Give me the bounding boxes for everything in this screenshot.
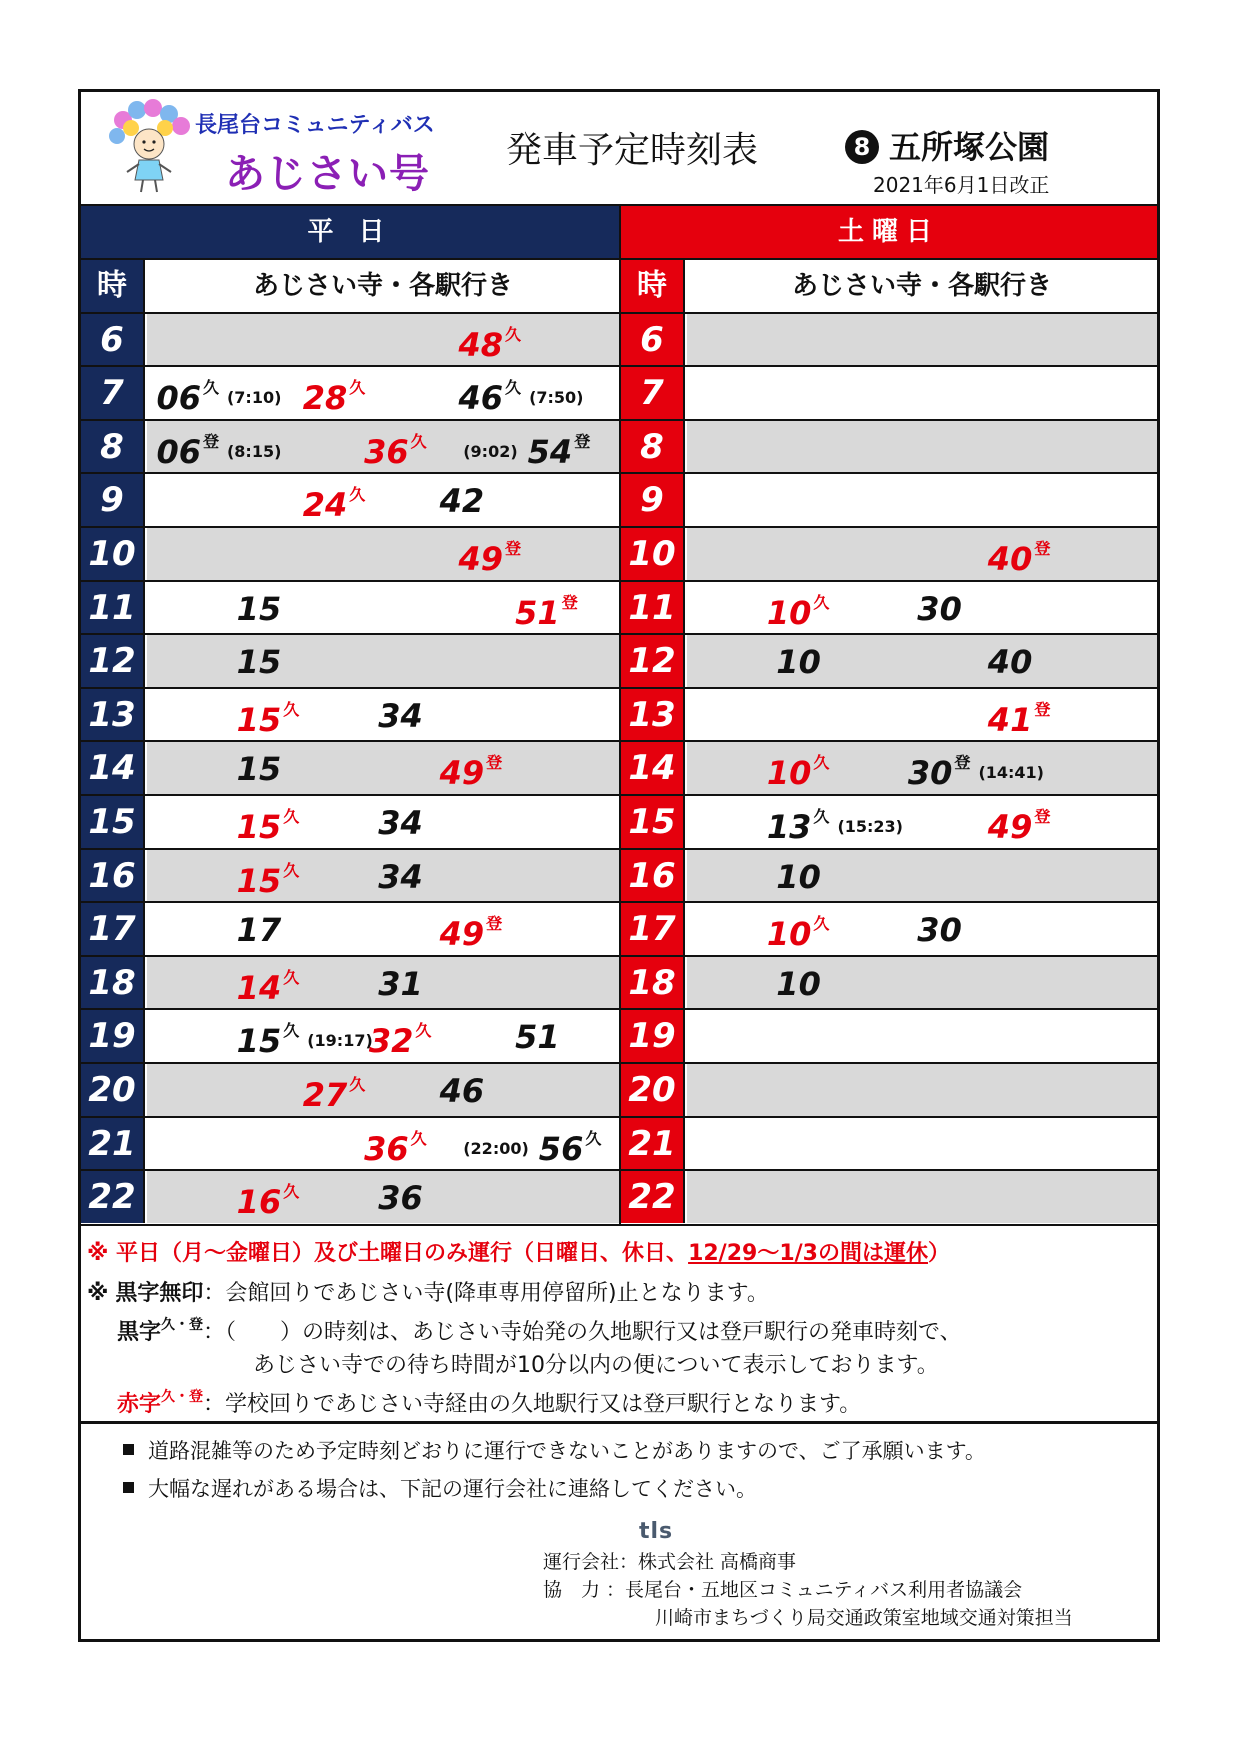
departure-minute: 15 — [236, 1022, 282, 1061]
departure-minute: 51 — [515, 593, 560, 632]
hour-cell: 9 — [621, 474, 685, 526]
departure-cells — [687, 421, 1157, 473]
legend-black-tag-cont: あじさい寺での待ち時間が10分以内の便について表示しております。 — [253, 1353, 939, 1378]
departure-time — [767, 750, 830, 792]
departure-minute: 34 — [378, 803, 423, 842]
hour-row — [621, 848, 1157, 902]
hour-row — [621, 794, 1157, 848]
departure-cells — [147, 367, 619, 419]
hour-row — [621, 1008, 1157, 1062]
departure-time — [237, 858, 300, 900]
hour-row — [81, 848, 619, 902]
departure-minute: 15 — [236, 643, 282, 682]
departure-minute: 42 — [439, 482, 485, 521]
departure-minute: 49 — [987, 807, 1033, 846]
connection-time: (8:15) — [226, 441, 282, 461]
departure-minute: 10 — [776, 964, 821, 1003]
departure-minute: 36 — [378, 1179, 423, 1218]
departure-time — [515, 590, 578, 632]
destination-tag: 久 — [349, 1074, 366, 1094]
departure-minute: 16 — [236, 1183, 282, 1222]
hour-row — [621, 526, 1157, 580]
legend-text: ：会館回りであじさい寺(降車専用停留所)止となります。 — [203, 1281, 769, 1306]
hour-cell: 7 — [621, 367, 685, 419]
destination-tag: 登 — [1034, 538, 1051, 558]
hour-row — [621, 1116, 1157, 1170]
departure-minute: 17 — [236, 911, 282, 950]
hour-row — [81, 1008, 619, 1062]
tag-superscript: 久・登 — [161, 1317, 204, 1333]
destination-tag: 久 — [283, 806, 300, 826]
departure-time — [917, 590, 962, 628]
hour-row — [81, 312, 619, 366]
departure-time — [237, 804, 300, 846]
destination-tag: 登 — [574, 431, 591, 451]
departure-minute: 32 — [368, 1022, 414, 1061]
hour-row — [81, 633, 619, 687]
legend-black-tag — [117, 1314, 962, 1346]
holiday-period: 12/29～1/3の間は運休 — [688, 1241, 928, 1266]
departure-time — [463, 429, 590, 471]
departure-time — [515, 1018, 560, 1056]
departure-time — [378, 697, 423, 735]
header — [81, 92, 1157, 204]
departure-time — [459, 375, 584, 417]
destination-tag: 久 — [349, 378, 366, 398]
departure-cells — [147, 850, 619, 902]
hour-row — [81, 1116, 619, 1170]
departure-time — [988, 643, 1033, 681]
destination-tag: 久 — [505, 378, 522, 398]
hour-row — [621, 1062, 1157, 1116]
legend-text: ：学校回りであじさい寺経由の久地駅行又は登戸駅行となります。 — [203, 1392, 862, 1417]
departure-cells — [147, 635, 619, 687]
bullet-square-icon — [123, 1444, 134, 1455]
departure-minute: 34 — [378, 857, 423, 896]
departure-minute: 10 — [766, 915, 812, 954]
hour-cell: 16 — [621, 850, 685, 902]
legend-label: 赤字 — [117, 1392, 162, 1417]
connection-time: (14:41) — [978, 763, 1044, 783]
destination-tag: 登 — [954, 753, 971, 773]
departure-minute: 15 — [236, 589, 282, 628]
departure-time — [156, 375, 281, 417]
departure-time — [364, 1126, 427, 1168]
departure-time — [767, 911, 830, 953]
saturday-header: 土曜日 — [621, 206, 1157, 258]
departure-minute: 10 — [776, 857, 821, 896]
departure-time — [776, 965, 821, 1003]
destination-tag: 登 — [1034, 699, 1051, 719]
destination-tag: 登 — [486, 914, 503, 934]
departure-minute: 34 — [378, 696, 423, 735]
column-header-row — [621, 258, 1157, 312]
hour-cell: 16 — [81, 850, 145, 902]
departure-time — [303, 375, 366, 417]
departure-cells — [687, 635, 1157, 687]
hour-row — [81, 419, 619, 473]
departure-time — [440, 482, 485, 520]
legend-label: 黒字 — [117, 1320, 162, 1345]
delay-notice — [123, 1435, 986, 1465]
delay-notice-text: 道路混雑等のため予定時刻どおりに運行できないことがありますので、ご了承願います。 — [148, 1439, 986, 1463]
departure-minute: 30 — [917, 589, 962, 628]
departure-time — [378, 965, 423, 1003]
departure-cells — [687, 582, 1157, 634]
departure-minute: 56 — [538, 1129, 584, 1168]
departure-minute: 10 — [766, 754, 812, 793]
hour-row — [621, 312, 1157, 366]
hour-cell: 6 — [81, 314, 145, 366]
connection-time: (15:23) — [837, 816, 903, 836]
departure-minute: 46 — [458, 379, 504, 418]
hour-row — [81, 740, 619, 794]
hour-cell: 17 — [621, 903, 685, 955]
departure-minute: 30 — [907, 754, 953, 793]
departure-minute: 49 — [439, 754, 485, 793]
destination-tag: 久 — [415, 1021, 432, 1041]
timetable — [81, 204, 1157, 1224]
hour-cell: 20 — [621, 1064, 685, 1116]
hour-cell: 19 — [81, 1010, 145, 1062]
hour-row — [81, 794, 619, 848]
departure-time — [776, 858, 821, 896]
hour-row — [621, 1169, 1157, 1223]
connection-time: (9:02) — [463, 441, 518, 461]
departure-cells — [687, 903, 1157, 955]
hour-row — [81, 1062, 619, 1116]
destination-tag: 久 — [585, 1128, 602, 1148]
departure-time — [237, 911, 282, 949]
hour-row — [621, 419, 1157, 473]
cooperation-credit: 協 力 ：長尾台・五地区コミュニティバス利用者協議会 — [543, 1579, 1023, 1601]
departure-cells — [687, 474, 1157, 526]
connection-time: (19:17) — [307, 1031, 373, 1051]
contact-notice — [123, 1473, 757, 1503]
departure-cells — [147, 742, 619, 794]
departure-cells — [147, 903, 619, 955]
departure-cells — [687, 742, 1157, 794]
hour-row — [621, 633, 1157, 687]
weekday-timetable — [81, 206, 619, 1224]
note-mark: ※ — [87, 1281, 109, 1306]
hour-row — [81, 580, 619, 634]
legend-black-plain — [87, 1276, 769, 1307]
departure-cells — [687, 1010, 1157, 1062]
hour-row — [621, 580, 1157, 634]
departure-time — [369, 1018, 432, 1060]
notes — [81, 1224, 1157, 1424]
departure-cells — [147, 528, 619, 580]
departure-time — [440, 750, 503, 792]
destination-tag: 久 — [283, 860, 300, 880]
departure-time — [917, 911, 962, 949]
destination-tag: 登 — [505, 538, 522, 558]
hour-cell: 10 — [621, 528, 685, 580]
column-header-row — [81, 258, 619, 312]
departure-minute: 15 — [236, 807, 282, 846]
connection-time: (22:00) — [463, 1138, 529, 1158]
destination-tag: 久 — [283, 1021, 300, 1041]
hour-cell: 13 — [81, 689, 145, 741]
departure-time — [156, 429, 281, 471]
hour-row — [81, 472, 619, 526]
departure-cells — [147, 1010, 619, 1062]
destination-tag: 久 — [505, 324, 522, 344]
saturday-timetable — [619, 206, 1157, 1224]
destination-tag: 久 — [349, 485, 366, 505]
destination-header: あじさい寺・各駅行き — [687, 260, 1157, 312]
departure-minute: 49 — [439, 915, 485, 954]
departure-time — [767, 590, 830, 632]
departure-time — [459, 322, 522, 364]
bus-nickname: あじさい号 — [225, 151, 430, 197]
departure-time — [988, 804, 1051, 846]
destination-tag: 久 — [813, 592, 830, 612]
destination-tag: 久 — [813, 914, 830, 934]
destination-tag: 久 — [283, 1182, 300, 1202]
departure-minute: 28 — [302, 379, 348, 418]
departure-time — [303, 482, 366, 524]
departure-time — [988, 536, 1051, 578]
departure-cells — [147, 957, 619, 1009]
destination-tag: 登 — [561, 592, 578, 612]
departure-minute: 36 — [364, 1129, 409, 1168]
departure-time — [303, 1072, 366, 1114]
hour-row — [621, 740, 1157, 794]
departure-minute: 15 — [236, 750, 282, 789]
departure-time — [237, 590, 282, 628]
departure-minute: 51 — [515, 1018, 560, 1057]
hour-cell: 14 — [81, 742, 145, 794]
hour-cell: 7 — [81, 367, 145, 419]
departure-time — [378, 1179, 423, 1217]
departure-cells — [687, 1064, 1157, 1116]
hour-cell: 10 — [81, 528, 145, 580]
legend-label: 黒字無印 — [115, 1281, 204, 1306]
departure-cells — [147, 796, 619, 848]
departure-cells — [687, 957, 1157, 1009]
hour-cell: 22 — [621, 1171, 685, 1223]
departure-minute: 36 — [364, 432, 409, 471]
hour-cell: 12 — [81, 635, 145, 687]
departure-time — [237, 1179, 300, 1221]
departure-cells — [147, 1118, 619, 1170]
departure-cells — [687, 314, 1157, 366]
departure-cells — [147, 582, 619, 634]
destination-tag: 久 — [813, 753, 830, 773]
departure-time — [237, 750, 282, 788]
destination-tag: 久 — [283, 967, 300, 987]
departure-minute: 49 — [458, 539, 504, 578]
page-title: 発車予定時刻表 — [506, 130, 759, 171]
hour-row — [81, 901, 619, 955]
departure-cells — [687, 528, 1157, 580]
departure-minute: 31 — [378, 964, 423, 1003]
departure-time — [988, 697, 1051, 739]
destination-tag: 登 — [202, 431, 219, 451]
departure-cells — [687, 850, 1157, 902]
departure-cells — [147, 1171, 619, 1223]
hour-cell: 20 — [81, 1064, 145, 1116]
hour-cell: 9 — [81, 474, 145, 526]
hour-row — [621, 472, 1157, 526]
hydrangea-mascot-icon — [103, 98, 195, 198]
departure-time — [776, 643, 821, 681]
hour-cell: 13 — [621, 689, 685, 741]
hour-cell: 8 — [621, 421, 685, 473]
departure-cells — [687, 796, 1157, 848]
departure-cells — [687, 367, 1157, 419]
revision-date: 2021年6月1日改正 — [873, 173, 1050, 197]
departure-time — [440, 911, 503, 953]
departure-minute: 15 — [236, 700, 282, 739]
operator-logo: tls — [639, 1519, 674, 1544]
departure-cells — [687, 1118, 1157, 1170]
hour-cell: 14 — [621, 742, 685, 794]
departure-time — [364, 429, 427, 471]
weekday-header: 平 日 — [81, 206, 619, 258]
operation-note-text: ※ 平日（月～金曜日）及び土曜日のみ運行（日曜日、休日、 — [87, 1241, 689, 1266]
stop-name: 五所塚公園 — [889, 128, 1050, 166]
hour-row — [81, 365, 619, 419]
departure-cells — [687, 1171, 1157, 1223]
hour-row — [621, 955, 1157, 1009]
legend-red-tag — [117, 1386, 861, 1418]
departure-minute: 06 — [156, 379, 201, 418]
departure-minute: 27 — [302, 1075, 348, 1114]
operation-note-close: ） — [927, 1241, 950, 1266]
departure-cells — [147, 421, 619, 473]
hour-cell: 21 — [621, 1118, 685, 1170]
bullet-square-icon — [123, 1482, 134, 1493]
departure-time — [463, 1126, 601, 1168]
hour-cell: 11 — [81, 582, 145, 634]
destination-tag: 登 — [1034, 806, 1051, 826]
hour-row — [81, 1169, 619, 1223]
departure-cells — [687, 689, 1157, 741]
hour-row — [81, 526, 619, 580]
hour-column-header: 時 — [81, 260, 145, 312]
departure-minute: 24 — [302, 486, 348, 525]
departure-minute: 10 — [776, 643, 821, 682]
departure-time — [237, 1018, 373, 1060]
hour-cell: 12 — [621, 635, 685, 687]
hour-cell: 11 — [621, 582, 685, 634]
departure-time — [237, 697, 300, 739]
destination-tag: 久 — [202, 378, 219, 398]
saturday-rows — [621, 312, 1157, 1223]
departure-time — [440, 1072, 485, 1110]
destination-header: あじさい寺・各駅行き — [147, 260, 619, 312]
bus-service-name: 長尾台コミュニティバス — [195, 113, 435, 138]
hour-cell: 8 — [81, 421, 145, 473]
hour-cell: 17 — [81, 903, 145, 955]
departure-minute: 06 — [156, 432, 201, 471]
hour-column-header: 時 — [621, 260, 685, 312]
departure-cells — [147, 1064, 619, 1116]
departure-time — [237, 643, 282, 681]
hour-row — [81, 687, 619, 741]
departure-cells — [147, 689, 619, 741]
hour-cell: 22 — [81, 1171, 145, 1223]
hour-cell: 19 — [621, 1010, 685, 1062]
departure-time — [767, 804, 903, 846]
departure-minute: 41 — [987, 700, 1033, 739]
tag-superscript: 久・登 — [161, 1389, 204, 1405]
departure-time — [378, 858, 423, 896]
departure-minute: 46 — [439, 1071, 485, 1110]
departure-minute: 15 — [236, 861, 282, 900]
connection-time: (7:50) — [529, 388, 584, 408]
hour-cell: 18 — [621, 957, 685, 1009]
stop-number-badge: 8 — [845, 130, 879, 164]
legend-text: ：（ ）の時刻は、あじさい寺始発の久地駅行又は登戸駅行の発車時刻で、 — [203, 1320, 962, 1345]
departure-time — [237, 965, 300, 1007]
departure-minute: 14 — [236, 968, 282, 1007]
destination-tag: 久 — [283, 699, 300, 719]
departure-minute: 40 — [987, 539, 1033, 578]
departure-time — [459, 536, 522, 578]
departure-minute: 40 — [987, 643, 1033, 682]
footer — [81, 1427, 1157, 1639]
weekday-rows — [81, 312, 619, 1223]
departure-minute: 48 — [458, 325, 504, 364]
departure-time — [908, 750, 1044, 792]
destination-tag: 久 — [813, 806, 830, 826]
departure-minute: 10 — [766, 593, 812, 632]
destination-tag: 久 — [410, 431, 427, 451]
timetable-sheet — [78, 89, 1160, 1642]
operator-credit: 運行会社：株式会社 高橋商事 — [543, 1551, 797, 1573]
hour-row — [81, 955, 619, 1009]
hour-row — [621, 687, 1157, 741]
departure-cells — [147, 314, 619, 366]
departure-minute: 30 — [917, 911, 962, 950]
departure-minute: 13 — [766, 807, 812, 846]
contact-notice-text: 大幅な遅れがある場合は、下記の運行会社に連絡してください。 — [148, 1477, 757, 1501]
hour-row — [621, 365, 1157, 419]
operation-days-note — [87, 1236, 950, 1267]
hour-cell: 15 — [81, 796, 145, 848]
departure-cells — [147, 474, 619, 526]
destination-tag: 登 — [486, 753, 503, 773]
hour-cell: 21 — [81, 1118, 145, 1170]
departure-time — [378, 804, 423, 842]
hour-row — [621, 901, 1157, 955]
bus-stop — [845, 122, 1049, 168]
connection-time: (7:10) — [226, 388, 282, 408]
hour-cell: 6 — [621, 314, 685, 366]
cooperation-credit-2: 川崎市まちづくり局交通政策室地域交通対策担当 — [655, 1607, 1073, 1629]
hour-cell: 15 — [621, 796, 685, 848]
destination-tag: 久 — [410, 1128, 427, 1148]
hour-cell: 18 — [81, 957, 145, 1009]
departure-minute: 54 — [527, 432, 573, 471]
